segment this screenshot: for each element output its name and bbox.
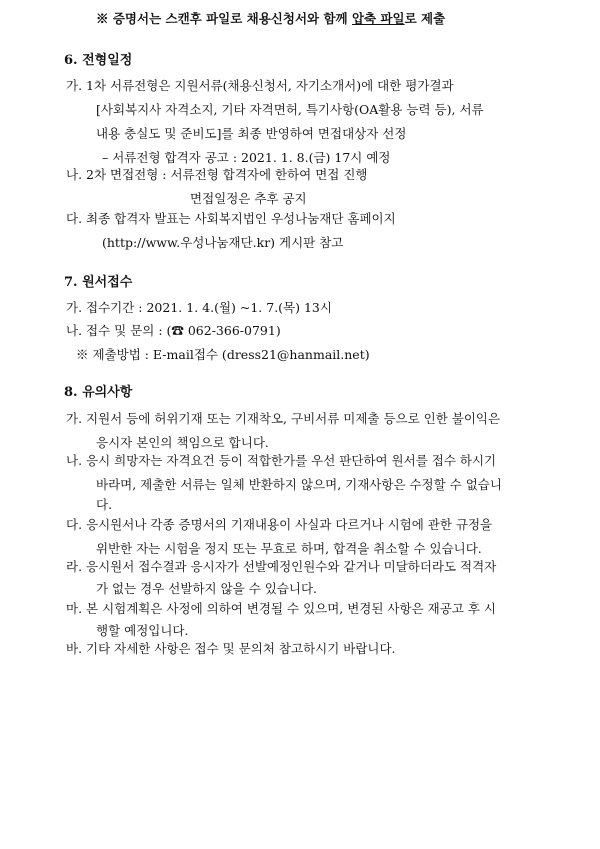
section7-method: ※ 제출방법 : E-mail접수 (dress21@hanmail.net) bbox=[76, 347, 370, 362]
section8-ba: 바. 기타 자세한 사항은 접수 및 문의처 참고하시기 바랍니다. bbox=[66, 641, 396, 656]
section8-na-line1: 나. 응시 희망자는 자격요건 등이 적합한가를 우선 판단하여 원서를 접수 하시기 bbox=[66, 453, 497, 468]
section6-na-line1: 나. 2차 면접전형 : 서류전형 합격자에 한하여 면접 진행 bbox=[66, 167, 368, 182]
section7-contact: 나. 접수 및 문의 : (☎ 062-366-0791) bbox=[66, 323, 281, 338]
section8-ma-line2: 행할 예정입니다. bbox=[96, 623, 189, 638]
submission-note bbox=[96, 10, 445, 28]
section8-da-line2: 위반한 자는 시험을 정지 또는 무효로 하며, 합격을 취소할 수 있습니다. bbox=[96, 541, 482, 556]
section8-na-line2: 바라며, 제출한 서류는 일체 반환하지 않으며, 기재사항은 수정할 수 없습니 bbox=[96, 477, 502, 492]
section8-ma-line1: 마. 본 시험계획은 사정에 의하여 변경될 수 있으며, 변경된 사항은 재공고 후 시 bbox=[66, 601, 496, 616]
section7-period: 가. 접수기간 : 2021. 1. 4.(월) ~1. 7.(목) 13시 bbox=[66, 300, 332, 315]
section6-da-line1: 다. 최종 합격자 발표는 사회복지법인 우성나눔재단 홈페이지 bbox=[66, 211, 396, 226]
note-suffix: 로 제출 bbox=[404, 11, 446, 26]
section8-da-line1: 다. 응시원서나 각종 증명서의 기재내용이 사실과 다르거나 시험에 관한 규정을 bbox=[66, 517, 493, 532]
section6-ga-line4: – 서류전형 합격자 공고 : 2021. 1. 8.(금) 17시 예정 bbox=[102, 150, 391, 165]
section6-heading: 6. 전형일정 bbox=[64, 53, 133, 68]
section6-da-line2: (http://www.우성나눔재단.kr) 게시판 참고 bbox=[102, 235, 344, 250]
section6-na-line2: 면접일정은 추후 공지 bbox=[190, 191, 307, 206]
note-prefix: ※ 증명서는 스캔후 파일로 채용신청서와 함께 bbox=[96, 11, 352, 26]
section8-heading: 8. 유의사항 bbox=[64, 385, 133, 400]
section6-ga-line3: 내용 충실도 및 준비도]를 최종 반영하여 면접대상자 선정 bbox=[96, 126, 407, 141]
section8-ga-line2: 응시자 본인의 책임으로 합니다. bbox=[96, 435, 269, 450]
section7-heading: 7. 원서접수 bbox=[64, 275, 133, 290]
section6-ga-line1: 가. 1차 서류전형은 지원서류(채용신청서, 자기소개서)에 대한 평가결과 bbox=[66, 78, 454, 93]
section8-na-line3: 다. bbox=[96, 497, 113, 512]
section8-ra-line2: 가 없는 경우 선발하지 않을 수 있습니다. bbox=[96, 581, 318, 596]
note-underline: 압축 파일 bbox=[351, 11, 405, 26]
section8-ga-line1: 가. 지원서 등에 허위기재 또는 기재착오, 구비서류 미제출 등으로 인한 불이익은 bbox=[66, 411, 501, 426]
section8-ra-line1: 라. 응시원서 접수결과 응시자가 선발예정인원수와 같거나 미달하더라도 적격자 bbox=[66, 559, 497, 574]
section6-ga-line2: [사회복지사 자격소지, 기타 자격면허, 특기사항(OA활용 능력 등), 서류 bbox=[96, 102, 484, 117]
